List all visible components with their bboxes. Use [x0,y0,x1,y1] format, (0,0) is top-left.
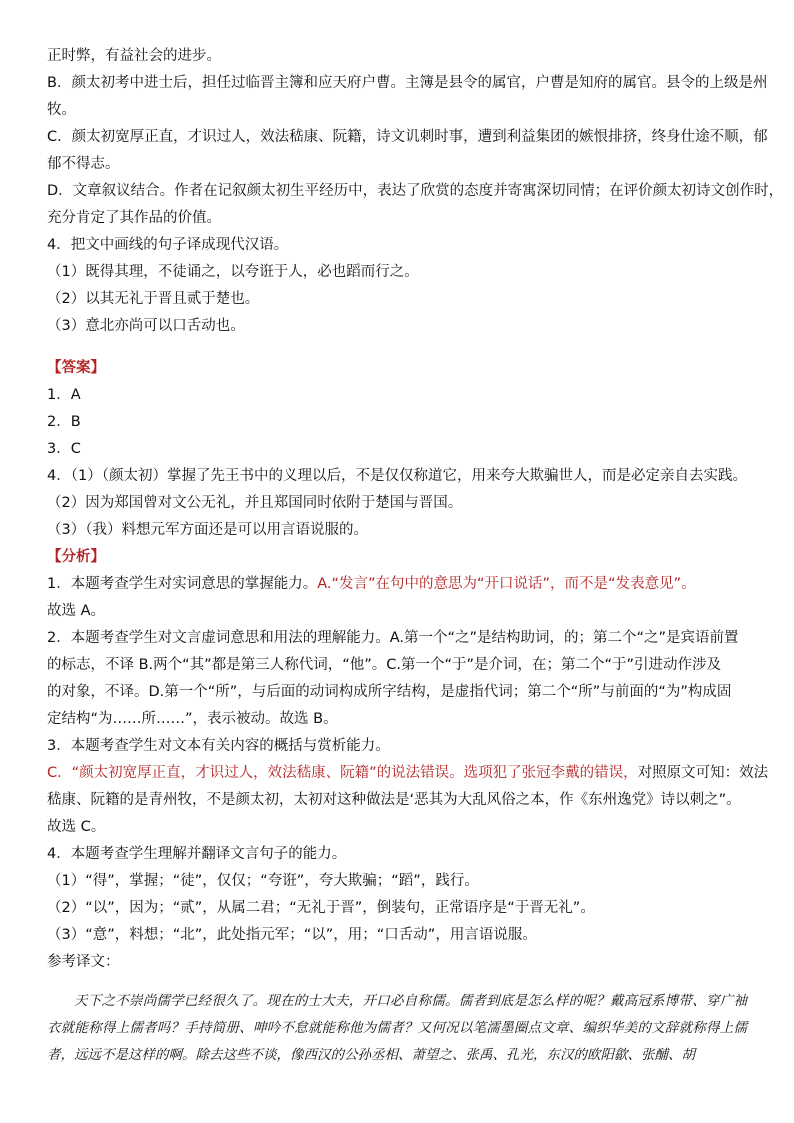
answer-4-item-1: 4．（1）（颜太初）掌握了先王书中的义理以后，不是仅仅称道它，用来夸大欺骗世人，而是必定亲自去实践。 [47,468,747,484]
analysis-3-line-2: 嵇康、阮籍的是青州牧，不是颜太初，太初对这种做法是‘恶其为大乱风俗之本，作《东州逸党》诗以刺之”。 [47,792,741,808]
analysis-2-line-1: 2．本题考查学生对文言虚词意思和用法的理解能力。A.第一个“之”是结构助词，的；第二个“之”是宾语前置 [47,630,739,646]
analysis-2-line-2: 的标志，不译 B.两个“其”都是第三人称代词，“他”。C.第一个“于”是介词，在；第二个“于”引进动作涉及 [47,657,721,673]
option-b-line-1: B．颜太初考中进士后，担任过临晋主簿和应天府户曹。主簿是县令的属官，户曹是知府的属官。县令的上级是州 [47,75,768,91]
question-4-item-1: （1）既得其理，不徒诵之，以夸诳于人，必也蹈而行之。 [47,264,419,280]
analysis-4-item-1: （1）“得”，掌握；“徒”，仅仅；“夸诳”，夸大欺骗；“蹈”，践行。 [47,873,479,889]
analysis-heading: 【分析】 [47,549,105,565]
question-4-item-3: （3）意北亦尚可以口舌动也。 [47,318,245,334]
option-a-tail: 正时弊，有益社会的进步。 [47,48,221,64]
analysis-4-item-2: （2）“以”，因为；“贰”，从属二君；“无礼于晋”，倒装句，正常语序是“于晋无礼”。 [47,900,595,916]
option-c-line-2: 郁不得志。 [47,156,120,172]
analysis-4-intro: 4．本题考查学生理解并翻译文言句子的能力。 [47,846,347,862]
analysis-4-item-3: （3）“意”，料想；“北”，此处指元军；“以”，用；“口舌动”，用言语说服。 [47,927,537,943]
answer-2: 2．B [47,414,81,430]
analysis-3-compare: 对照原文可知：效法 [637,765,769,781]
analysis-1-intro: 1．本题考查学生对实词意思的掌握能力。 [47,576,318,592]
analysis-1-conclusion: 故选 A。 [47,603,106,619]
option-c-line-1: C．颜太初宽厚正直，才识过人，效法嵇康、阮籍，诗文讥刺时事，遭到利益集团的嫉恨排挤，终身仕途不顺，郁 [47,129,768,145]
answer-heading: 【答案】 [47,360,105,376]
analysis-3-line-1 [47,760,769,787]
answer-section [47,355,747,544]
analysis-1-detail: A.“发言”在句中的意思为“开口说话”，而不是“发表意见”。 [317,576,696,592]
analysis-2-line-3: 的对象，不译。D.第一个“所”，与后面的动词构成所字结构，是虚指代词；第二个“所”与前面的“为”构成固 [47,684,732,700]
answer-4-item-3: （3）（我）料想元军方面还是可以用言语说服的。 [47,522,368,538]
option-d-line-1: D．文章叙议结合。作者在记叙颜太初生平经历中，表达了欣赏的态度并寄寓深切同情；在评价颜太初诗文创作时， [47,183,784,199]
answer-1: 1．A [47,387,81,403]
analysis-3-intro: 3．本题考查学生对文本有关内容的概括与赏析能力。 [47,738,390,754]
analysis-section [47,544,769,976]
analysis-1 [47,571,747,598]
option-b-line-2: 牧。 [47,102,76,118]
document-page [47,43,784,1069]
question-4-item-2: （2）以其无礼于晋且贰于楚也。 [47,291,260,307]
analysis-2-line-4: 定结构“为……所……”，表示被动。故选 B。 [47,711,338,727]
reference-translation-label: 参考译文： [47,954,120,970]
option-d-line-2: 充分肯定了其作品的价值。 [47,210,221,226]
analysis-3-conclusion: 故选 C。 [47,819,106,835]
question-options [47,43,784,340]
question-4: 4．把文中画线的句子译成现代汉语。 [47,237,289,253]
reference-translation-text: 天下之不崇尚儒学已经很久了。现在的士大夫，开口必自称儒。儒者到底是怎么样的呢？戴高冠系博带、穿广袖衣就能称得上儒者吗？手持简册、呻吟不怠就能称他为儒者？又何况以笔濡墨圈点文章、编织华美的文辞就称得上儒者，远远不是这样的啊。除去这些不谈，像西汉的公孙丞相、萧望之、张禹、孔光，东汉的欧阳歙、张酺、胡 [47,993,747,1063]
answer-3: 3．C [47,441,81,457]
analysis-3-error: C．“颜太初宽厚正直，才识过人，效法嵇康、阮籍”的说法错误。选项犯了张冠李戴的错误， [47,765,638,781]
answer-4-item-2: （2）因为郑国曾对文公无礼，并且郑国同时依附于楚国与晋国。 [47,495,463,511]
